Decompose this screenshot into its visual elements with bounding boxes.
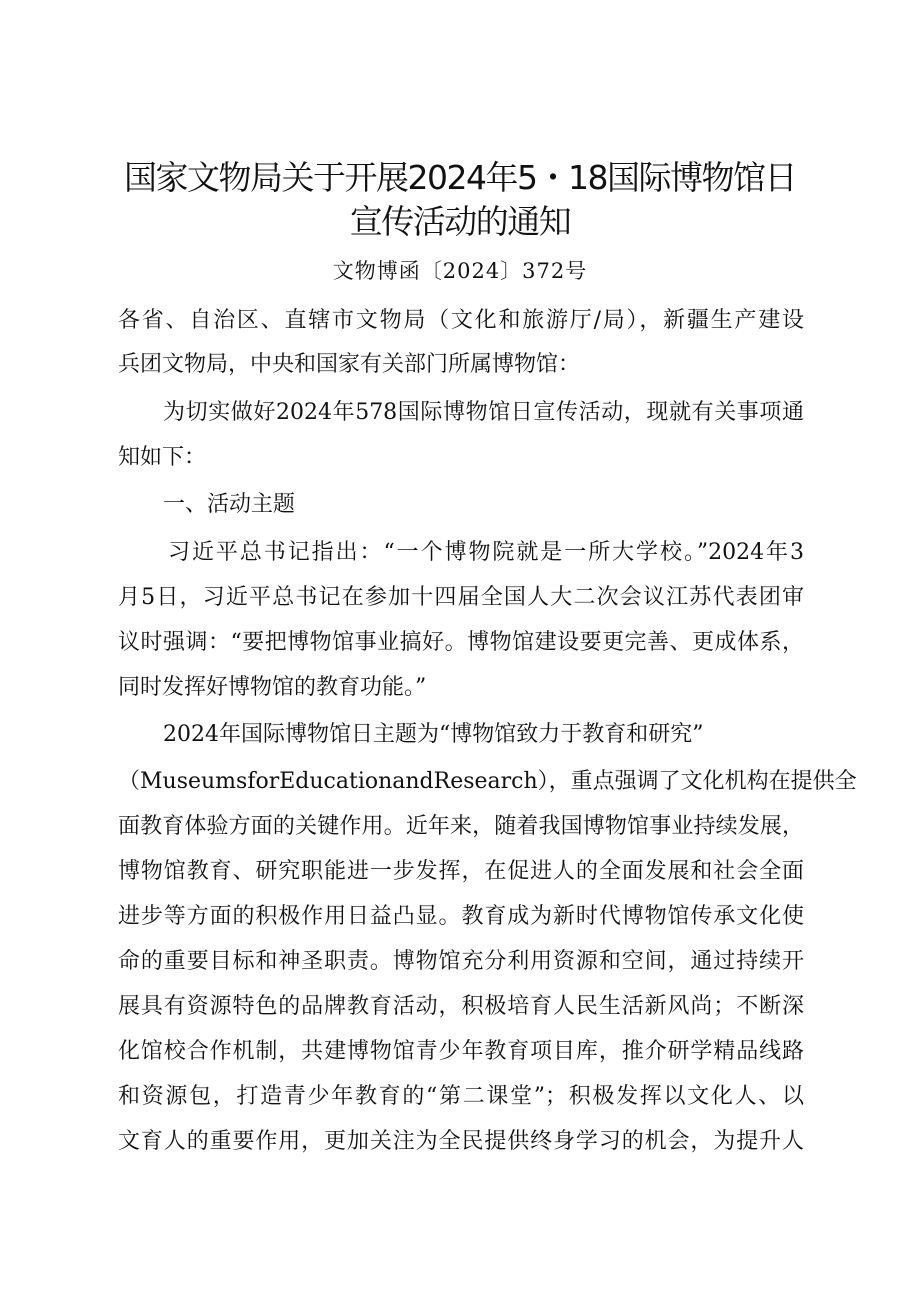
- paragraph-2-line-9: 和资源包，打造青少年教育的“第二课堂”；积极发挥以文化人、以: [118, 1084, 804, 1109]
- paragraph-2-line-1: 2024年国际博物馆日主题为“博物馆致力于教育和研究”: [163, 722, 704, 747]
- paragraph-2-line-6: 命的重要目标和神圣职责。博物馆充分利用资源和空间，通过持续开: [118, 949, 804, 974]
- paragraph-1-line-1: 习近平总书记指出：“一个博物院就是一所大学校。”2024年3: [168, 540, 804, 565]
- intro-line-1: 为切实做好2024年578国际博物馆日宣传活动，现就有关事项通: [163, 400, 804, 425]
- addressee-line-2: 兵团文物局，中央和国家有关部门所属博物馆：: [118, 352, 581, 377]
- document-title-line-1: 国家文物局关于开展2024年5・18国际博物馆日: [124, 158, 796, 197]
- intro-line-2: 知如下：: [118, 445, 207, 470]
- paragraph-1-line-3: 议时强调：“要把博物馆事业搞好。博物馆建设要更完善、更成体系，: [118, 630, 804, 655]
- section-1-heading: 一、活动主题: [163, 492, 296, 517]
- paragraph-2-line-5: 进步等方面的积极作用日益凸显。教育成为新时代博物馆传承文化使: [118, 904, 804, 929]
- paragraph-1-line-4: 同时发挥好博物馆的教育功能。”: [118, 675, 427, 700]
- paragraph-2-line-7: 展具有资源特色的品牌教育活动，积极培育人民生活新风尚；不断深: [118, 994, 804, 1019]
- addressee-line-1: 各省、自治区、直辖市文物局（文化和旅游厅/局），新疆生产建设: [118, 308, 804, 333]
- paragraph-2-line-10: 文育人的重要作用，更加关注为全民提供终身学习的机会，为提升人: [118, 1129, 804, 1154]
- paragraph-2-line-8: 化馆校合作机制，共建博物馆青少年教育项目库，推介研学精品线路: [118, 1039, 804, 1064]
- paragraph-1-line-2: 月5日，习近平总书记在参加十四届全国人大二次会议江苏代表团审: [118, 585, 804, 610]
- paragraph-2-line-4: 博物馆教育、研究职能进一步发挥，在促进人的全面发展和社会全面: [118, 859, 804, 884]
- paragraph-2-line-2: （MuseumsforEducationandResearch），重点强调了文化机构在提供全: [118, 769, 857, 794]
- paragraph-2-line-3: 面教育体验方面的关键作用。近年来，随着我国博物馆事业持续发展，: [118, 814, 804, 839]
- document-number: 文物博函〔2024〕372号: [332, 259, 588, 283]
- document-title-line-2: 宣传活动的通知: [349, 202, 571, 241]
